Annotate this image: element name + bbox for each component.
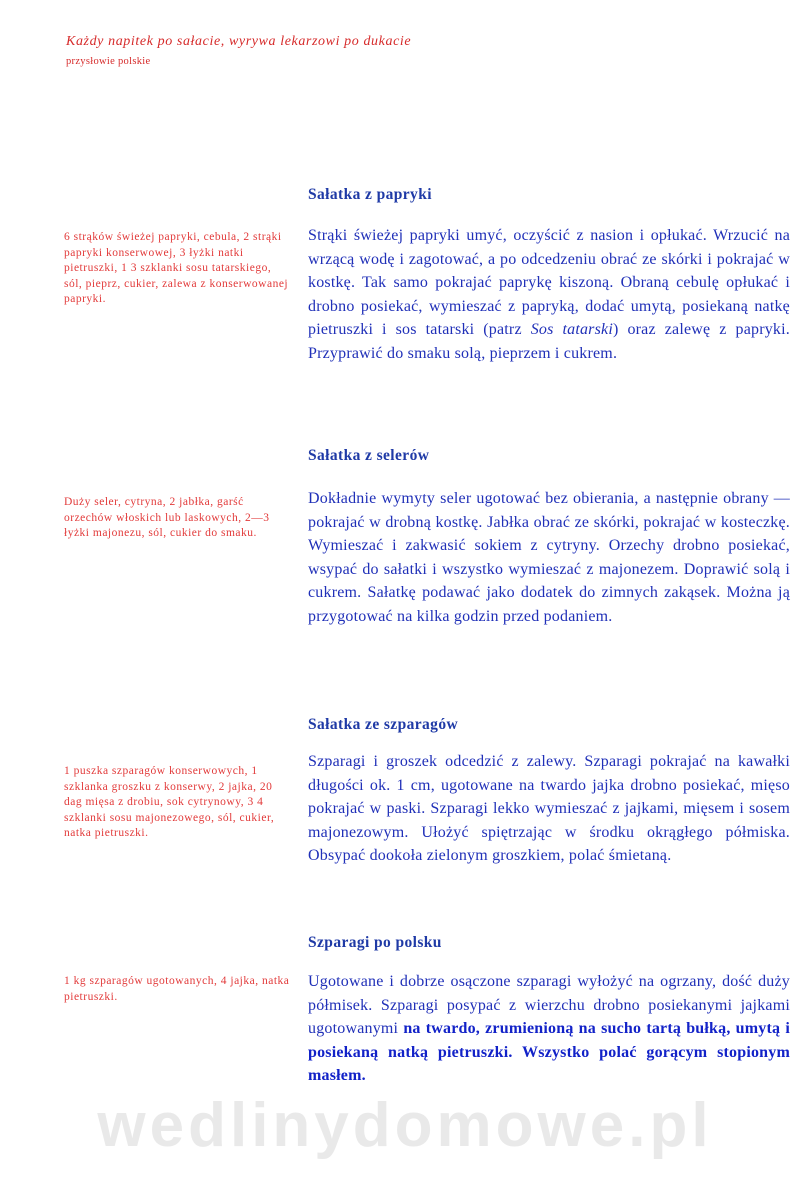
- recipe-instructions: Dokładnie wymyty seler ugotować bez obierania, a następnie obrany — pokrajać w drobną kostkę. Jabłka obrać ze skórki, pokrajać w kosteczkę. Wymieszać i zakwasić sokiem z cytryny. Orzechy drobno posiekać, wsypać do sałatki i wszystko wymieszać z majonezem. Doprawić solą i cukrem. Sałatkę podawać jako dodatek do zimnych zakąsek. Można ją przygotować na kilka godzin przed podaniem.: [308, 490, 790, 625]
- epigraph: [66, 32, 466, 69]
- recipe-ingredients: 6 strąków świeżej papryki, cebula, 2 strąki papryki konserwowej, 3 łyżki natki pietruszki, 1 3 szklanki sosu tatarskiego, sól, pieprz, cukier, zalewa z konserwowanej papryki.: [64, 231, 289, 306]
- epigraph-text: Każdy napitek po sałacie, wyrywa lekarzowi po dukacie: [66, 34, 412, 49]
- cross-reference: Sos tatarski: [530, 321, 613, 338]
- recipe-title: Sałatka z papryki: [308, 186, 432, 203]
- recipe-instructions: [308, 224, 790, 365]
- epigraph-source: przysłowie polskie: [66, 56, 151, 67]
- recipe-ingredients: Duży seler, cytryna, 2 jabłka, garść orzechów włoskich lub laskowych, 2—3 łyżki majonezu, sól, cukier do smaku.: [64, 496, 270, 540]
- recipe-title: Szparagi po polsku: [308, 934, 442, 951]
- recipe-title: Sałatka z selerów: [308, 447, 430, 464]
- instructions-part: ) oraz zalewę z papryki. Przyprawić do smaku solą, pieprzem i cukrem.: [308, 321, 790, 362]
- instructions-bold-part: na twardo, zrumienioną na sucho tartą bułką, umytą i posiekaną natką pietruszki. Wszystko polać gorącym stopionym masłem.: [308, 1020, 790, 1084]
- recipe-ingredients: 1 puszka szparagów konserwowych, 1 szklanka groszku z konserwy, 2 jajka, 20 dag mięsa z drobiu, sok cytrynowy, 3 4 szklanki sosu majonezowego, sól, cukier, natka pietruszki.: [64, 765, 275, 840]
- instructions-part: Strąki świeżej papryki umyć, oczyścić z nasion i opłukać. Wrzucić na wrzącą wodę i zagotować, a po odcedzeniu obrać ze skórki i pokrajać w kostkę. Tak samo pokrajać paprykę kiszoną. Obraną cebulę opłukać i drobno posiekać, wymieszać z papryką, dodać umytą, posiekaną natkę pietruszki i sos tatarski (patrz: [308, 227, 790, 338]
- recipe-instructions: Szparagi i groszek odcedzić z zalewy. Szparagi pokrajać na kawałki długości ok. 1 cm, ugotowane na twardo jajka drobno posiekać, mięso pokrajać w paski. Szparagi lekko wymieszać z jajkami, mięsem i sosem majonezowym. Ułożyć spiętrzając w środku okrągłego półmiska. Obsypać dookoła zielonym groszkiem, polać śmietaną.: [308, 753, 790, 864]
- recipe-ingredients: 1 kg szparagów ugotowanych, 4 jajka, natka pietruszki.: [64, 975, 290, 1003]
- recipe-instructions: [308, 970, 790, 1088]
- watermark: wedlinydomowe.pl: [97, 1091, 713, 1160]
- instructions-part: Ugotowane i dobrze osączone szparagi wyłożyć na ogrzany, dość duży półmisek. Szparagi posypać z wierzchu drobno posiekanymi jajkami ugotowanymi: [308, 973, 790, 1037]
- recipe-title: Sałatka ze szparagów: [308, 716, 459, 733]
